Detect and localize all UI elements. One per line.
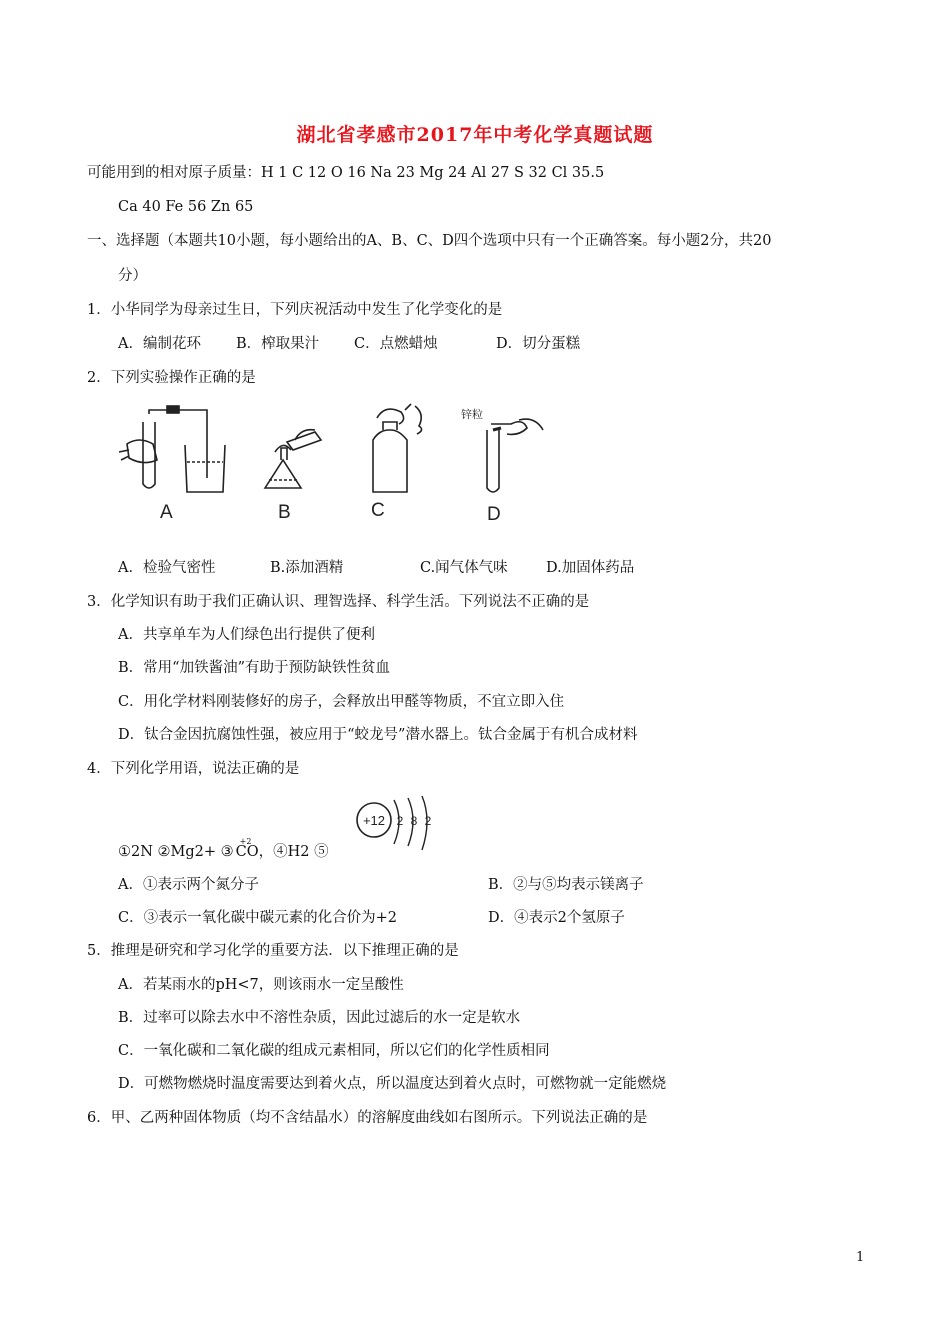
q4-formula-line bbox=[118, 837, 329, 862]
q1-option-c: C．点燃蜡烛 bbox=[354, 336, 438, 352]
q4-co-text: CO bbox=[235, 844, 259, 860]
q4-option-d: D．④表示2个氢原子 bbox=[488, 910, 625, 926]
q2-option-c: C.闻气体气味 bbox=[420, 560, 508, 576]
figure-label-b: B bbox=[278, 502, 291, 523]
q1-stem: 1．小华同学为母亲过生日，下列庆祝活动中发生了化学变化的是 bbox=[87, 302, 503, 318]
q2-apparatus-figure bbox=[115, 400, 555, 510]
section-heading: 一、选择题（本题共10小题，每小题给出的A、B、C、D四个选项中只有一个正确答案。每小题2分，共20 bbox=[87, 233, 772, 249]
figure-d-solid-reagent bbox=[461, 407, 543, 492]
page-title: 湖北省孝感市2017年中考化学真题试题 bbox=[296, 124, 654, 146]
figure-c-smell-gas bbox=[373, 404, 422, 492]
q2-option-a: A．检验气密性 bbox=[118, 560, 216, 576]
atom-nucleus: +12 bbox=[362, 813, 386, 828]
q4-option-b: B．②与⑤均表示镁离子 bbox=[488, 877, 644, 893]
q4-formula-tail: ，④H2 ⑤ bbox=[258, 844, 329, 860]
q4-option-c: C．③表示一氧化碳中碳元素的化合价为+2 bbox=[118, 910, 397, 926]
q1-option-d: D．切分蛋糕 bbox=[496, 336, 581, 352]
figure-label-d: D bbox=[487, 504, 501, 525]
atom-shell-1: 2 bbox=[396, 814, 404, 828]
atom-shell-2: 8 bbox=[410, 814, 418, 828]
q3-stem: 3．化学知识有助于我们正确认识、理智选择、科学生活。下列说法不正确的是 bbox=[87, 594, 590, 610]
q4-co-charge: +2 bbox=[239, 837, 252, 846]
page-number: 1 bbox=[856, 1250, 865, 1265]
atom-shell-3: 2 bbox=[424, 814, 432, 828]
q3-option-a: A．共享单车为人们绿色出行提供了便利 bbox=[118, 627, 375, 643]
figure-label-c: C bbox=[371, 500, 385, 521]
q2-stem: 2．下列实验操作正确的是 bbox=[87, 370, 256, 386]
q4-option-a: A．①表示两个氮分子 bbox=[118, 877, 259, 893]
figure-b-alcohol-lamp bbox=[265, 430, 321, 488]
atomic-masses-line-2: Ca 40 Fe 56 Zn 65 bbox=[118, 199, 254, 215]
q5-option-d: D．可燃物燃烧时温度需要达到着火点，所以温度达到着火点时，可燃物就一定能燃烧 bbox=[118, 1076, 667, 1092]
magnesium-atom-diagram bbox=[352, 794, 442, 856]
q4-stem: 4．下列化学用语，说法正确的是 bbox=[87, 761, 300, 777]
q3-option-c: C．用化学材料刚装修好的房子，会释放出甲醛等物质，不宜立即入住 bbox=[118, 694, 565, 710]
q5-stem: 5．推理是研究和学习化学的重要方法．以下推理正确的是 bbox=[87, 943, 459, 959]
q5-option-b: B．过率可以除去水中不溶性杂质，因此过滤后的水一定是软水 bbox=[118, 1010, 521, 1026]
q2-option-b: B.添加酒精 bbox=[270, 560, 344, 576]
figure-label-a: A bbox=[160, 502, 173, 523]
section-heading-cont: 分） bbox=[118, 268, 147, 284]
figure-a-airtightness bbox=[119, 406, 225, 492]
q2-option-d: D.加固体药品 bbox=[546, 560, 635, 576]
q3-option-b: B．常用“加铁酱油”有助于预防缺铁性贫血 bbox=[118, 660, 390, 676]
q5-option-a: A．若某雨水的pH<7，则该雨水一定呈酸性 bbox=[118, 977, 404, 993]
atomic-masses-line-1: 可能用到的相对原子质量：H 1 C 12 O 16 Na 23 Mg 24 Al 27 S 32 Cl 35.5 bbox=[87, 165, 605, 181]
q1-option-b: B．榨取果汁 bbox=[236, 336, 320, 352]
q1-option-a: A．编制花环 bbox=[118, 336, 201, 352]
figure-d-label-zinc: 锌粒 bbox=[461, 409, 483, 421]
q4-formula-items: ①2N ②Mg2+ ③ bbox=[118, 844, 234, 860]
q5-option-c: C．一氧化碳和二氧化碳的组成元素相同，所以它们的化学性质相同 bbox=[118, 1043, 550, 1059]
q3-option-d: D．钛合金因抗腐蚀性强，被应用于“蛟龙号”潜水器上。钛合金属于有机合成材料 bbox=[118, 727, 638, 743]
q6-stem: 6．甲、乙两种固体物质（均不含结晶水）的溶解度曲线如右图所示。下列说法正确的是 bbox=[87, 1110, 648, 1126]
q4-co-formula bbox=[235, 837, 259, 862]
